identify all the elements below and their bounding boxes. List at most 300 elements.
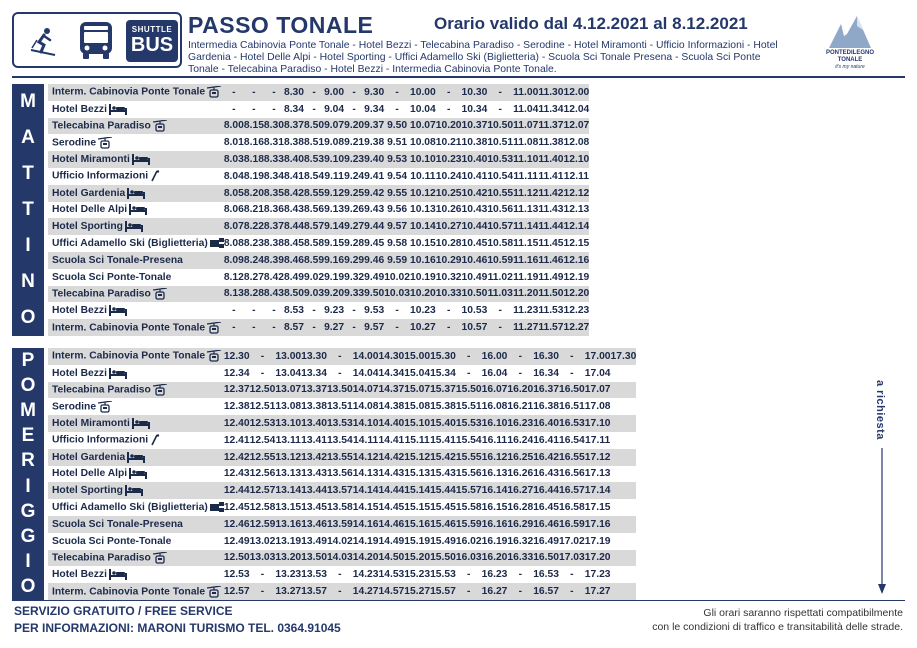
time-cell: 15.11 [404, 434, 430, 446]
time-cell: 9.58 [387, 238, 408, 250]
bus-icon [76, 20, 116, 62]
time-cell: 10.57 [487, 218, 513, 235]
time-cell: 8.00 [224, 118, 244, 135]
time-cell: 9.27 [324, 319, 344, 336]
stop-name: Hotel Miramonti [52, 154, 130, 166]
band-letter: R [21, 450, 35, 472]
stop-name-cell [48, 286, 224, 303]
time-cell: 16.58 [558, 502, 585, 514]
time-cell: 13.49 [301, 535, 327, 547]
time-cell: 10.10 [410, 151, 436, 168]
time-cell: 9.08 [324, 137, 345, 149]
time-cell: 8.43 [264, 286, 284, 303]
time-cell [611, 583, 637, 600]
time-cell: 8.50 [284, 286, 304, 303]
time-cell: 10.56 [487, 204, 514, 216]
cable-car-icon [205, 351, 221, 362]
time-cell: 15.59 [456, 516, 482, 533]
time-cell: - [344, 319, 364, 336]
time-cell: 16.46 [533, 516, 559, 533]
time-cell: 16.26 [507, 468, 534, 480]
stop-name-cell [48, 218, 224, 235]
time-cell: 15.23 [404, 569, 431, 581]
time-cell: - [260, 367, 265, 379]
time-cell: 13.23 [275, 569, 302, 581]
time-cell: 14.03 [327, 550, 353, 567]
table-row [48, 583, 636, 600]
time-cell: 10.57 [462, 319, 488, 336]
time-cell: - [456, 348, 482, 365]
table-row [48, 168, 589, 185]
time-cell: 8.53 [283, 305, 305, 317]
time-cell: 13.08 [275, 401, 302, 413]
time-cell: 8.34 [263, 170, 284, 182]
cable-car-icon [151, 553, 167, 564]
band-letter: A [21, 127, 35, 148]
hotel-bed-icon [107, 569, 127, 580]
time-cell: - [498, 103, 502, 115]
time-cell: 12.57 [250, 482, 276, 499]
time-cell: 9.55 [384, 185, 410, 202]
info-contact: PER INFORMAZIONI: MARONI TURISMO TEL. 0364.91045 [14, 621, 341, 635]
time-cell: - [264, 84, 284, 101]
traffic-note-line-1: Gli orari saranno rispettati compatibilmente [703, 607, 903, 619]
time-cell: 15.44 [430, 482, 456, 499]
time-cell: 8.22 [244, 218, 264, 235]
time-cell: 10.25 [436, 185, 462, 202]
time-cell: 13.53 [301, 569, 327, 581]
time-cell: 12.40 [224, 415, 250, 432]
time-cell: 10.27 [410, 319, 436, 336]
table-row [48, 134, 589, 151]
time-cell: 8.01 [223, 137, 244, 149]
time-cell: 13.07 [275, 382, 301, 399]
time-cell: 10.20 [410, 286, 436, 303]
time-cell: - [250, 583, 276, 600]
band-letter: N [21, 271, 35, 292]
time-cell: 8.38 [263, 238, 284, 250]
time-cell: 12.07 [564, 118, 590, 135]
time-cell: 15.54 [455, 434, 482, 446]
time-cell: 13.04 [275, 367, 302, 379]
table-row [48, 84, 589, 101]
time-cell: 14.38 [378, 401, 405, 413]
time-cell: - [327, 348, 353, 365]
time-cell: 15.57 [430, 583, 456, 600]
table-row [48, 302, 589, 319]
time-cell: 9.34 [364, 103, 385, 115]
time-cell: 16.42 [533, 449, 559, 466]
hotel-bed-icon [130, 154, 150, 165]
time-cell [611, 449, 637, 466]
time-cell: 16.12 [482, 449, 508, 466]
stop-name: Scuola Sci Ponte-Tonale [52, 535, 172, 547]
time-cell: 8.13 [224, 286, 244, 303]
band-letter: G [20, 526, 36, 547]
time-cell: 14.00 [353, 348, 379, 365]
stop-name-cell [48, 348, 224, 365]
time-cell: - [570, 367, 574, 379]
time-cell: 17.15 [584, 502, 611, 514]
band-letter: G [20, 500, 36, 522]
stop-name: Serodine [52, 401, 97, 413]
time-cell: 13.00 [275, 348, 301, 365]
time-cell: 8.03 [224, 151, 244, 168]
time-cell: 15.13 [404, 468, 431, 480]
time-cell: 10.28 [435, 238, 462, 250]
time-cell: 10.03 [384, 286, 410, 303]
time-cell: 9.13 [324, 204, 345, 216]
time-cell: 9.11 [324, 170, 344, 182]
time-cell: 17.16 [585, 516, 611, 533]
stop-name: Hotel Bezzi [52, 569, 107, 581]
band-letter: I [25, 235, 31, 256]
time-cell: - [507, 583, 533, 600]
hotel-bed-icon [123, 221, 143, 232]
time-cell: 12.58 [249, 502, 276, 514]
time-cell: 16.27 [507, 482, 533, 499]
time-cell: 16.23 [507, 415, 533, 432]
time-cell: 8.23 [243, 238, 264, 250]
time-cell: 11.53 [538, 305, 564, 317]
time-cell: - [446, 103, 451, 115]
time-cell: 9.53 [384, 151, 410, 168]
time-cell: 13.27 [275, 583, 301, 600]
time-cell [611, 550, 637, 567]
time-cell: 9.14 [324, 218, 344, 235]
time-cell: 8.58 [304, 238, 325, 250]
hotel-bed-icon [130, 418, 150, 429]
time-cell: 15.20 [404, 550, 430, 567]
time-cell: 9.51 [387, 137, 408, 149]
table-row [48, 449, 636, 466]
time-cell: 14.20 [353, 550, 379, 567]
time-cell: 9.53 [364, 305, 385, 317]
time-cell [611, 382, 637, 399]
table-row [48, 398, 636, 415]
time-cell: 16.10 [482, 415, 508, 432]
time-cell: 16.54 [558, 434, 585, 446]
time-cell: 10.33 [436, 286, 462, 303]
time-cell: 12.45 [223, 502, 250, 514]
time-cell: 10.11 [410, 170, 436, 182]
stop-name-cell [48, 151, 224, 168]
time-cell: 16.59 [559, 516, 585, 533]
time-cell: - [338, 367, 342, 379]
hotel-bed-icon [127, 205, 147, 216]
time-cell: 13.53 [327, 415, 353, 432]
time-cell: 12.38 [223, 401, 250, 413]
time-cell: 16.03 [456, 550, 482, 567]
time-cell: 16.04 [481, 367, 508, 379]
stop-name-cell [48, 269, 224, 286]
time-cell: - [384, 84, 410, 101]
time-cell: 11.07 [513, 118, 538, 135]
time-cell: 11.43 [538, 204, 564, 216]
time-cell: 13.56 [326, 468, 353, 480]
time-cell: 12.00 [564, 84, 590, 101]
shuttle-bus-logo [12, 12, 182, 68]
time-cell: 10.50 [462, 286, 488, 303]
cable-car-icon [96, 402, 112, 413]
stop-name-cell [48, 432, 224, 449]
traffic-note-line-2: con le condizioni di traffico e transitabilità delle strade. [652, 621, 903, 633]
time-cell: 16.30 [533, 348, 559, 365]
on-request-label: a richiesta [874, 380, 886, 440]
time-cell: 16.51 [558, 401, 585, 413]
stop-name: Ufficio Informazioni [52, 171, 149, 183]
time-cell: 10.34 [461, 103, 488, 115]
cable-car-icon [96, 138, 112, 149]
time-cell: 10.30 [462, 84, 488, 101]
stop-name-cell [48, 566, 224, 583]
page-title: PASSO TONALE [188, 12, 374, 38]
time-cell: 14.53 [378, 569, 405, 581]
stop-name: Hotel Bezzi [52, 103, 107, 115]
time-cell: - [456, 583, 482, 600]
time-cell: 12.55 [250, 449, 276, 466]
time-cell: 9.29 [344, 252, 364, 269]
time-cell: 16.11 [481, 434, 508, 446]
time-cell: 16.21 [507, 401, 534, 413]
time-cell: 9.20 [324, 286, 344, 303]
time-cell: 10.16 [410, 252, 436, 269]
table-row [48, 415, 636, 432]
time-cell: 15.10 [404, 415, 430, 432]
time-cell: 8.08 [223, 238, 244, 250]
time-cell: 12.57 [224, 583, 250, 600]
time-cell: 16.38 [533, 401, 559, 413]
time-cell: 10.00 [410, 84, 436, 101]
time-cell: 8.21 [243, 204, 264, 216]
time-cell [611, 432, 637, 449]
footer-divider [12, 600, 905, 601]
time-cell: 9.25 [344, 185, 364, 202]
time-cell [611, 499, 637, 516]
time-cell: 12.08 [563, 137, 590, 149]
time-cell: 9.23 [344, 151, 364, 168]
time-cell: 16.34 [533, 367, 559, 379]
time-cell: 12.23 [563, 305, 590, 317]
time-cell: 9.07 [324, 118, 344, 135]
time-cell: 14.15 [352, 502, 379, 514]
info-icon [148, 435, 160, 446]
time-cell: 14.37 [379, 382, 405, 399]
down-arrow-icon [876, 448, 888, 596]
time-cell: 11.37 [538, 118, 563, 135]
time-cell: 13.19 [275, 535, 302, 547]
cable-car-icon [205, 586, 221, 597]
time-cell: 12.20 [564, 286, 590, 303]
time-cell: 10.46 [462, 252, 488, 269]
time-cell: 13.51 [326, 401, 353, 413]
time-cell: - [312, 305, 316, 317]
time-cell: 16.20 [482, 550, 508, 567]
time-cell: 10.53 [461, 305, 488, 317]
time-cell: - [338, 569, 342, 581]
time-cell: 9.43 [364, 204, 385, 216]
time-cell: 16.57 [533, 583, 559, 600]
time-cell: 8.53 [304, 151, 324, 168]
time-cell: 10.15 [409, 238, 436, 250]
table-row [48, 482, 636, 499]
time-cell: 8.55 [304, 185, 324, 202]
cable-car-icon [151, 121, 167, 132]
time-cell: - [487, 319, 513, 336]
header [12, 12, 905, 74]
time-cell: 13.38 [301, 401, 327, 413]
time-cell: 12.59 [250, 516, 276, 533]
time-cell: 15.55 [456, 449, 482, 466]
time-cell: 11.10 [513, 151, 538, 168]
time-cell: 15.50 [456, 382, 482, 399]
time-cell: - [224, 84, 244, 101]
time-cell: - [518, 569, 523, 581]
table-row [48, 286, 589, 303]
time-cell: 13.15 [275, 502, 302, 514]
time-cell: 10.07 [410, 118, 436, 135]
stop-name-cell [48, 134, 224, 151]
table-row [48, 101, 589, 118]
time-cell: 16.55 [559, 449, 585, 466]
time-cell: 13.02 [249, 535, 276, 547]
time-cell: 14.43 [378, 468, 405, 480]
time-cell: 13.40 [301, 415, 327, 432]
time-cell: 10.23 [409, 305, 436, 317]
time-cell: 12.13 [563, 204, 590, 216]
time-cell: 14.42 [379, 449, 405, 466]
time-cell: - [446, 305, 451, 317]
time-cell: - [384, 319, 410, 336]
time-cell: 14.34 [378, 367, 405, 379]
time-cell: 10.59 [487, 252, 513, 269]
time-cell: 15.42 [430, 449, 456, 466]
time-cell: - [518, 367, 523, 379]
stop-name: Hotel Sporting [52, 221, 123, 233]
time-cell: - [352, 103, 356, 115]
time-cell: 16.02 [455, 535, 482, 547]
time-cell: 11.03 [487, 286, 513, 303]
time-cell: 12.49 [223, 535, 250, 547]
time-cell: 14.08 [352, 401, 379, 413]
time-cell: - [507, 348, 533, 365]
time-cell: 15.07 [404, 382, 430, 399]
time-cell: 15.41 [430, 434, 456, 446]
time-cell [611, 482, 637, 499]
time-cell: 12.51 [249, 401, 276, 413]
time-cell: 14.02 [326, 535, 353, 547]
time-cell: 8.18 [244, 151, 264, 168]
time-cell: 17.20 [585, 550, 611, 567]
time-cell: 11.34 [538, 103, 564, 115]
time-cell: 10.23 [436, 151, 462, 168]
time-cell: 14.04 [352, 367, 379, 379]
time-cell: 14.23 [352, 569, 379, 581]
time-cell: - [559, 348, 585, 365]
stop-name: Hotel Bezzi [52, 305, 107, 317]
time-cell: 10.27 [436, 218, 462, 235]
stop-name-cell [48, 185, 224, 202]
time-cell: 14.50 [379, 550, 405, 567]
time-cell: 16.00 [482, 348, 508, 365]
time-cell: 11.08 [513, 137, 539, 149]
time-cell: 13.58 [326, 502, 353, 514]
time-cell: 10.13 [409, 204, 436, 216]
time-cell: 8.40 [284, 151, 304, 168]
time-cell: 15.45 [430, 502, 456, 514]
time-cell: 15.53 [456, 415, 482, 432]
time-cell: 13.10 [275, 415, 301, 432]
stop-name-cell [48, 449, 224, 466]
time-cell: 11.16 [513, 252, 538, 269]
time-cell: 13.45 [301, 502, 327, 514]
time-cell: - [260, 569, 265, 581]
time-cell: 12.27 [564, 319, 590, 336]
time-cell: 8.06 [223, 204, 244, 216]
time-cell: 12.19 [563, 271, 590, 283]
time-cell: - [232, 305, 236, 317]
time-cell: - [487, 84, 513, 101]
time-cell: 11.45 [538, 238, 564, 250]
stop-name-cell [48, 516, 224, 533]
table-row [48, 348, 636, 365]
time-cell: 16.27 [482, 583, 508, 600]
time-cell: 8.46 [284, 252, 304, 269]
stop-name: Hotel Sporting [52, 485, 123, 497]
time-cell: 15.56 [455, 468, 482, 480]
time-cell: 9.12 [324, 185, 344, 202]
stop-name-cell [48, 235, 224, 252]
time-cell: 16.40 [533, 415, 559, 432]
time-cell: 8.16 [243, 137, 264, 149]
time-cell: 10.58 [487, 238, 514, 250]
time-cell: 15.30 [430, 348, 456, 365]
stop-name: Hotel Delle Alpi [52, 468, 128, 480]
time-cell [611, 566, 637, 583]
time-cell: 16.49 [533, 535, 559, 547]
stop-name: Uffici Adamello Ski (Biglietteria) [52, 238, 208, 250]
time-cell: 11.41 [538, 170, 564, 182]
time-cell: 17.19 [584, 535, 611, 547]
time-cell: 11.27 [513, 319, 538, 336]
stop-name: Hotel Miramonti [52, 418, 130, 430]
hotel-bed-icon [127, 469, 147, 480]
time-cell: 8.49 [283, 271, 305, 283]
time-cell: 15.16 [404, 516, 430, 533]
time-cell: 9.49 [364, 271, 385, 283]
stop-name: Telecabina Paradiso [52, 384, 151, 396]
time-cell: 14.16 [353, 516, 379, 533]
time-cell: - [250, 348, 276, 365]
time-cell: 10.55 [487, 185, 513, 202]
time-cell: 11.00 [513, 84, 538, 101]
time-cell: 11.19 [513, 271, 539, 283]
stop-name-cell [48, 583, 224, 600]
time-cell: 9.00 [324, 84, 344, 101]
time-cell: - [570, 569, 574, 581]
time-cell: 11.38 [538, 137, 564, 149]
time-cell: 12.56 [249, 468, 276, 480]
time-cell: 10.21 [435, 137, 462, 149]
time-cell: 15.12 [404, 449, 430, 466]
time-cell: 16.29 [507, 516, 533, 533]
mountain-icon [827, 14, 873, 50]
time-cell: 8.41 [283, 170, 305, 182]
table-row [48, 499, 636, 516]
stop-name-cell [48, 499, 224, 516]
time-cell: 10.26 [435, 204, 462, 216]
time-cell: 11.40 [538, 151, 563, 168]
